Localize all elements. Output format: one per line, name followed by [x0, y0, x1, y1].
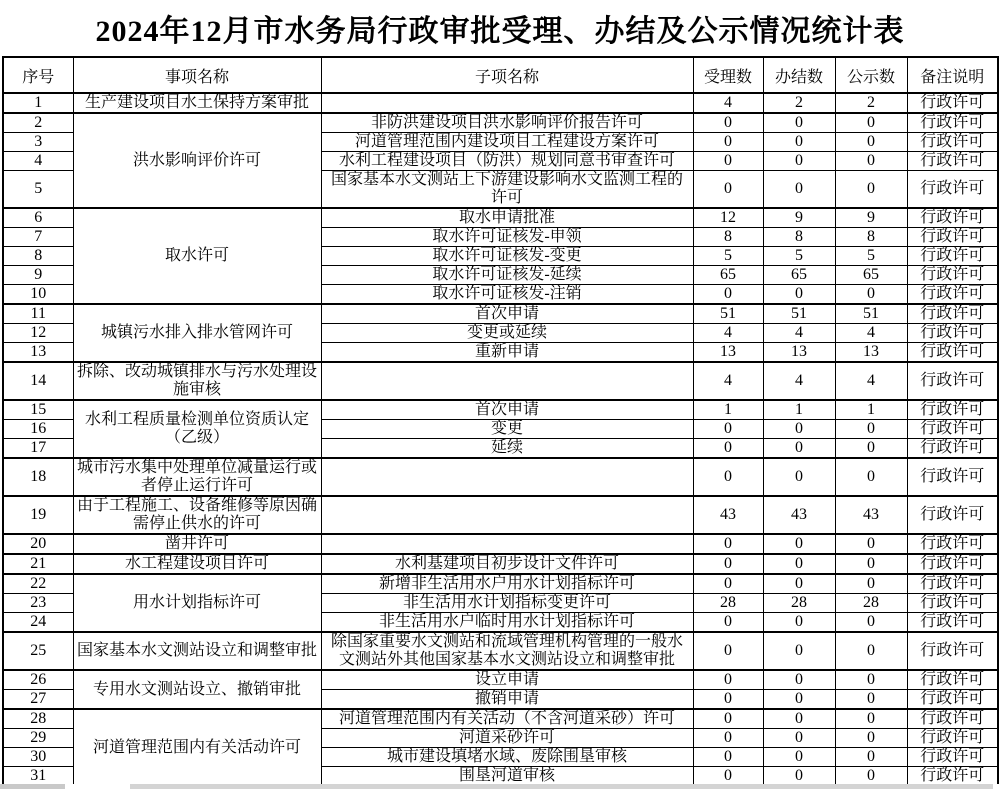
published-count-cell: 0 [835, 690, 907, 710]
serial-cell: 3 [3, 133, 73, 152]
accepted-count-cell: 43 [693, 496, 763, 534]
sub-item-cell: 非生活用水户临时用水计划指标许可 [321, 613, 693, 633]
sub-item-cell: 城市建设填堵水域、废除围垦审核 [321, 748, 693, 767]
accepted-count-cell: 0 [693, 285, 763, 305]
sub-item-cell: 新增非生活用水户用水计划指标许可 [321, 574, 693, 594]
accepted-count-cell: 0 [693, 670, 763, 690]
published-count-cell: 13 [835, 343, 907, 363]
published-count-cell: 0 [835, 420, 907, 439]
table-row [3, 304, 998, 324]
completed-count-cell: 0 [763, 613, 835, 633]
completed-count-cell: 4 [763, 362, 835, 400]
published-count-cell: 0 [835, 748, 907, 767]
table-row [3, 458, 998, 496]
completed-count-cell: 0 [763, 133, 835, 152]
remark-cell: 行政许可 [907, 767, 998, 787]
published-count-cell: 2 [835, 93, 907, 113]
serial-cell: 9 [3, 266, 73, 285]
completed-count-cell: 0 [763, 632, 835, 670]
completed-count-cell: 1 [763, 400, 835, 420]
accepted-count-cell: 0 [693, 534, 763, 554]
sub-item-cell: 取水许可证核发-申领 [321, 228, 693, 247]
serial-cell: 5 [3, 171, 73, 209]
accepted-count-cell: 13 [693, 343, 763, 363]
sub-item-cell [321, 496, 693, 534]
remark-cell: 行政许可 [907, 439, 998, 459]
serial-cell: 26 [3, 670, 73, 690]
completed-count-cell: 4 [763, 324, 835, 343]
completed-count-cell: 2 [763, 93, 835, 113]
serial-cell: 19 [3, 496, 73, 534]
completed-count-cell: 0 [763, 690, 835, 710]
published-count-cell: 51 [835, 304, 907, 324]
published-count-cell: 28 [835, 594, 907, 613]
published-count-cell: 0 [835, 709, 907, 729]
table-body [3, 93, 998, 786]
sub-item-cell [321, 534, 693, 554]
remark-cell: 行政许可 [907, 690, 998, 710]
published-count-cell: 0 [835, 133, 907, 152]
completed-count-cell: 0 [763, 767, 835, 787]
item-name-cell: 凿井许可 [73, 534, 321, 554]
accepted-count-cell: 4 [693, 362, 763, 400]
published-count-cell: 5 [835, 247, 907, 266]
accepted-count-cell: 0 [693, 690, 763, 710]
remark-cell: 行政许可 [907, 632, 998, 670]
col-header-remark: 备注说明 [907, 57, 998, 93]
sub-item-cell: 取水许可证核发-注销 [321, 285, 693, 305]
remark-cell: 行政许可 [907, 113, 998, 133]
published-count-cell: 0 [835, 729, 907, 748]
item-name-cell: 生产建设项目水土保持方案审批 [73, 93, 321, 113]
remark-cell: 行政许可 [907, 400, 998, 420]
accepted-count-cell: 0 [693, 767, 763, 787]
completed-count-cell: 0 [763, 458, 835, 496]
published-count-cell: 43 [835, 496, 907, 534]
remark-cell: 行政许可 [907, 93, 998, 113]
serial-cell: 14 [3, 362, 73, 400]
published-count-cell: 0 [835, 554, 907, 574]
serial-cell: 18 [3, 458, 73, 496]
remark-cell: 行政许可 [907, 613, 998, 633]
serial-cell: 12 [3, 324, 73, 343]
sub-item-cell: 国家基本水文测站上下游建设影响水文监测工程的许可 [321, 171, 693, 209]
published-count-cell: 0 [835, 439, 907, 459]
accepted-count-cell: 12 [693, 208, 763, 228]
serial-cell: 25 [3, 632, 73, 670]
item-name-cell: 用水计划指标许可 [73, 574, 321, 632]
completed-count-cell: 0 [763, 670, 835, 690]
sub-item-cell: 撤销申请 [321, 690, 693, 710]
serial-cell: 11 [3, 304, 73, 324]
col-header-serial: 序号 [3, 57, 73, 93]
remark-cell: 行政许可 [907, 304, 998, 324]
item-name-cell: 专用水文测站设立、撤销审批 [73, 670, 321, 709]
remark-cell: 行政许可 [907, 420, 998, 439]
col-header-completed-count: 办结数 [763, 57, 835, 93]
completed-count-cell: 0 [763, 152, 835, 171]
sub-item-cell: 设立申请 [321, 670, 693, 690]
completed-count-cell: 0 [763, 729, 835, 748]
sub-item-cell: 取水许可证核发-变更 [321, 247, 693, 266]
completed-count-cell: 0 [763, 420, 835, 439]
remark-cell: 行政许可 [907, 362, 998, 400]
accepted-count-cell: 65 [693, 266, 763, 285]
accepted-count-cell: 0 [693, 133, 763, 152]
serial-cell: 27 [3, 690, 73, 710]
sub-item-cell: 重新申请 [321, 343, 693, 363]
table-header [3, 57, 998, 93]
accepted-count-cell: 0 [693, 420, 763, 439]
page-title: 2024年12月市水务局行政审批受理、办结及公示情况统计表 [95, 15, 905, 48]
sub-item-cell: 首次申请 [321, 304, 693, 324]
completed-count-cell: 0 [763, 709, 835, 729]
item-name-cell: 取水许可 [73, 208, 321, 304]
remark-cell: 行政许可 [907, 670, 998, 690]
table-row [3, 709, 998, 729]
remark-cell: 行政许可 [907, 266, 998, 285]
completed-count-cell: 65 [763, 266, 835, 285]
remark-cell: 行政许可 [907, 458, 998, 496]
accepted-count-cell: 0 [693, 458, 763, 496]
serial-cell: 10 [3, 285, 73, 305]
remark-cell: 行政许可 [907, 748, 998, 767]
completed-count-cell: 0 [763, 439, 835, 459]
sub-item-cell: 取水申请批准 [321, 208, 693, 228]
remark-cell: 行政许可 [907, 729, 998, 748]
completed-count-cell: 0 [763, 534, 835, 554]
accepted-count-cell: 0 [693, 748, 763, 767]
serial-cell: 29 [3, 729, 73, 748]
accepted-count-cell: 0 [693, 613, 763, 633]
table-row [3, 362, 998, 400]
published-count-cell: 0 [835, 613, 907, 633]
published-count-cell: 0 [835, 285, 907, 305]
serial-cell: 30 [3, 748, 73, 767]
col-header-item-name: 事项名称 [73, 57, 321, 93]
remark-cell: 行政许可 [907, 171, 998, 209]
item-name-cell: 由于工程施工、设备维修等原因确需停止供水的许可 [73, 496, 321, 534]
item-name-cell: 河道管理范围内有关活动许可 [73, 709, 321, 786]
sub-item-cell: 取水许可证核发-延续 [321, 266, 693, 285]
remark-cell: 行政许可 [907, 324, 998, 343]
remark-cell: 行政许可 [907, 285, 998, 305]
sub-item-cell [321, 458, 693, 496]
serial-cell: 15 [3, 400, 73, 420]
accepted-count-cell: 0 [693, 632, 763, 670]
remark-cell: 行政许可 [907, 152, 998, 171]
accepted-count-cell: 0 [693, 554, 763, 574]
remark-cell: 行政许可 [907, 554, 998, 574]
accepted-count-cell: 1 [693, 400, 763, 420]
sub-item-cell: 非生活用水计划指标变更许可 [321, 594, 693, 613]
serial-cell: 21 [3, 554, 73, 574]
scrollbar-corner-segment [0, 784, 65, 789]
serial-cell: 31 [3, 767, 73, 787]
completed-count-cell: 43 [763, 496, 835, 534]
sub-item-cell: 水利基建项目初步设计文件许可 [321, 554, 693, 574]
completed-count-cell: 8 [763, 228, 835, 247]
completed-count-cell: 0 [763, 113, 835, 133]
serial-cell: 7 [3, 228, 73, 247]
sub-item-cell: 除国家重要水文测站和流域管理机构管理的一般水文测站外其他国家基本水文测站设立和调整审批 [321, 632, 693, 670]
table-row [3, 113, 998, 133]
accepted-count-cell: 0 [693, 113, 763, 133]
published-count-cell: 0 [835, 458, 907, 496]
remark-cell: 行政许可 [907, 247, 998, 266]
item-name-cell: 城镇污水排入排水管网许可 [73, 304, 321, 362]
table-row [3, 554, 998, 574]
published-count-cell: 4 [835, 362, 907, 400]
remark-cell: 行政许可 [907, 496, 998, 534]
serial-cell: 1 [3, 93, 73, 113]
serial-cell: 8 [3, 247, 73, 266]
table-row [3, 534, 998, 554]
published-count-cell: 4 [835, 324, 907, 343]
accepted-count-cell: 5 [693, 247, 763, 266]
serial-cell: 23 [3, 594, 73, 613]
completed-count-cell: 0 [763, 554, 835, 574]
serial-cell: 13 [3, 343, 73, 363]
accepted-count-cell: 0 [693, 171, 763, 209]
sub-item-cell [321, 362, 693, 400]
sub-item-cell: 变更或延续 [321, 324, 693, 343]
accepted-count-cell: 0 [693, 709, 763, 729]
accepted-count-cell: 0 [693, 152, 763, 171]
sub-item-cell: 非防洪建设项目洪水影响评价报告许可 [321, 113, 693, 133]
serial-cell: 22 [3, 574, 73, 594]
accepted-count-cell: 0 [693, 439, 763, 459]
item-name-cell: 洪水影响评价许可 [73, 113, 321, 208]
sub-item-cell: 河道采砂许可 [321, 729, 693, 748]
completed-count-cell: 0 [763, 748, 835, 767]
published-count-cell: 0 [835, 113, 907, 133]
published-count-cell: 1 [835, 400, 907, 420]
accepted-count-cell: 0 [693, 574, 763, 594]
item-name-cell: 国家基本水文测站设立和调整审批 [73, 632, 321, 670]
completed-count-cell: 0 [763, 574, 835, 594]
accepted-count-cell: 4 [693, 93, 763, 113]
remark-cell: 行政许可 [907, 133, 998, 152]
table-row [3, 670, 998, 690]
sub-item-cell: 首次申请 [321, 400, 693, 420]
accepted-count-cell: 51 [693, 304, 763, 324]
published-count-cell: 0 [835, 534, 907, 554]
published-count-cell: 9 [835, 208, 907, 228]
published-count-cell: 0 [835, 670, 907, 690]
completed-count-cell: 13 [763, 343, 835, 363]
serial-cell: 16 [3, 420, 73, 439]
sub-item-cell: 延续 [321, 439, 693, 459]
remark-cell: 行政许可 [907, 534, 998, 554]
item-name-cell: 水工程建设项目许可 [73, 554, 321, 574]
item-name-cell: 城市污水集中处理单位减量运行或者停止运行许可 [73, 458, 321, 496]
completed-count-cell: 0 [763, 171, 835, 209]
table-row [3, 400, 998, 420]
table-row [3, 632, 998, 670]
serial-cell: 28 [3, 709, 73, 729]
serial-cell: 24 [3, 613, 73, 633]
remark-cell: 行政许可 [907, 228, 998, 247]
horizontal-scrollbar-track[interactable] [0, 784, 1000, 789]
completed-count-cell: 51 [763, 304, 835, 324]
published-count-cell: 8 [835, 228, 907, 247]
table-row [3, 93, 998, 113]
col-header-published-count: 公示数 [835, 57, 907, 93]
published-count-cell: 65 [835, 266, 907, 285]
serial-cell: 6 [3, 208, 73, 228]
sub-item-cell: 变更 [321, 420, 693, 439]
col-header-accepted-count: 受理数 [693, 57, 763, 93]
sub-item-cell: 水利工程建设项目（防洪）规划同意书审查许可 [321, 152, 693, 171]
published-count-cell: 0 [835, 574, 907, 594]
item-name-cell: 水利工程质量检测单位资质认定（乙级） [73, 400, 321, 458]
statistics-table [2, 56, 999, 787]
table-row [3, 208, 998, 228]
sub-item-cell: 围垦河道审核 [321, 767, 693, 787]
accepted-count-cell: 0 [693, 729, 763, 748]
serial-cell: 17 [3, 439, 73, 459]
published-count-cell: 0 [835, 152, 907, 171]
accepted-count-cell: 4 [693, 324, 763, 343]
sub-item-cell: 河道管理范围内建设项目工程建设方案许可 [321, 133, 693, 152]
accepted-count-cell: 8 [693, 228, 763, 247]
published-count-cell: 0 [835, 632, 907, 670]
serial-cell: 2 [3, 113, 73, 133]
sub-item-cell [321, 93, 693, 113]
completed-count-cell: 28 [763, 594, 835, 613]
remark-cell: 行政许可 [907, 343, 998, 363]
remark-cell: 行政许可 [907, 709, 998, 729]
table-row [3, 574, 998, 594]
accepted-count-cell: 28 [693, 594, 763, 613]
serial-cell: 20 [3, 534, 73, 554]
completed-count-cell: 9 [763, 208, 835, 228]
completed-count-cell: 0 [763, 285, 835, 305]
col-header-sub-item-name: 子项名称 [321, 57, 693, 93]
sub-item-cell: 河道管理范围内有关活动（不含河道采砂）许可 [321, 709, 693, 729]
remark-cell: 行政许可 [907, 594, 998, 613]
serial-cell: 4 [3, 152, 73, 171]
item-name-cell: 拆除、改动城镇排水与污水处理设施审核 [73, 362, 321, 400]
scrollbar-thumb-segment[interactable] [130, 784, 993, 789]
completed-count-cell: 5 [763, 247, 835, 266]
table-row [3, 496, 998, 534]
header-row [3, 57, 998, 93]
remark-cell: 行政许可 [907, 574, 998, 594]
published-count-cell: 0 [835, 767, 907, 787]
remark-cell: 行政许可 [907, 208, 998, 228]
published-count-cell: 0 [835, 171, 907, 209]
